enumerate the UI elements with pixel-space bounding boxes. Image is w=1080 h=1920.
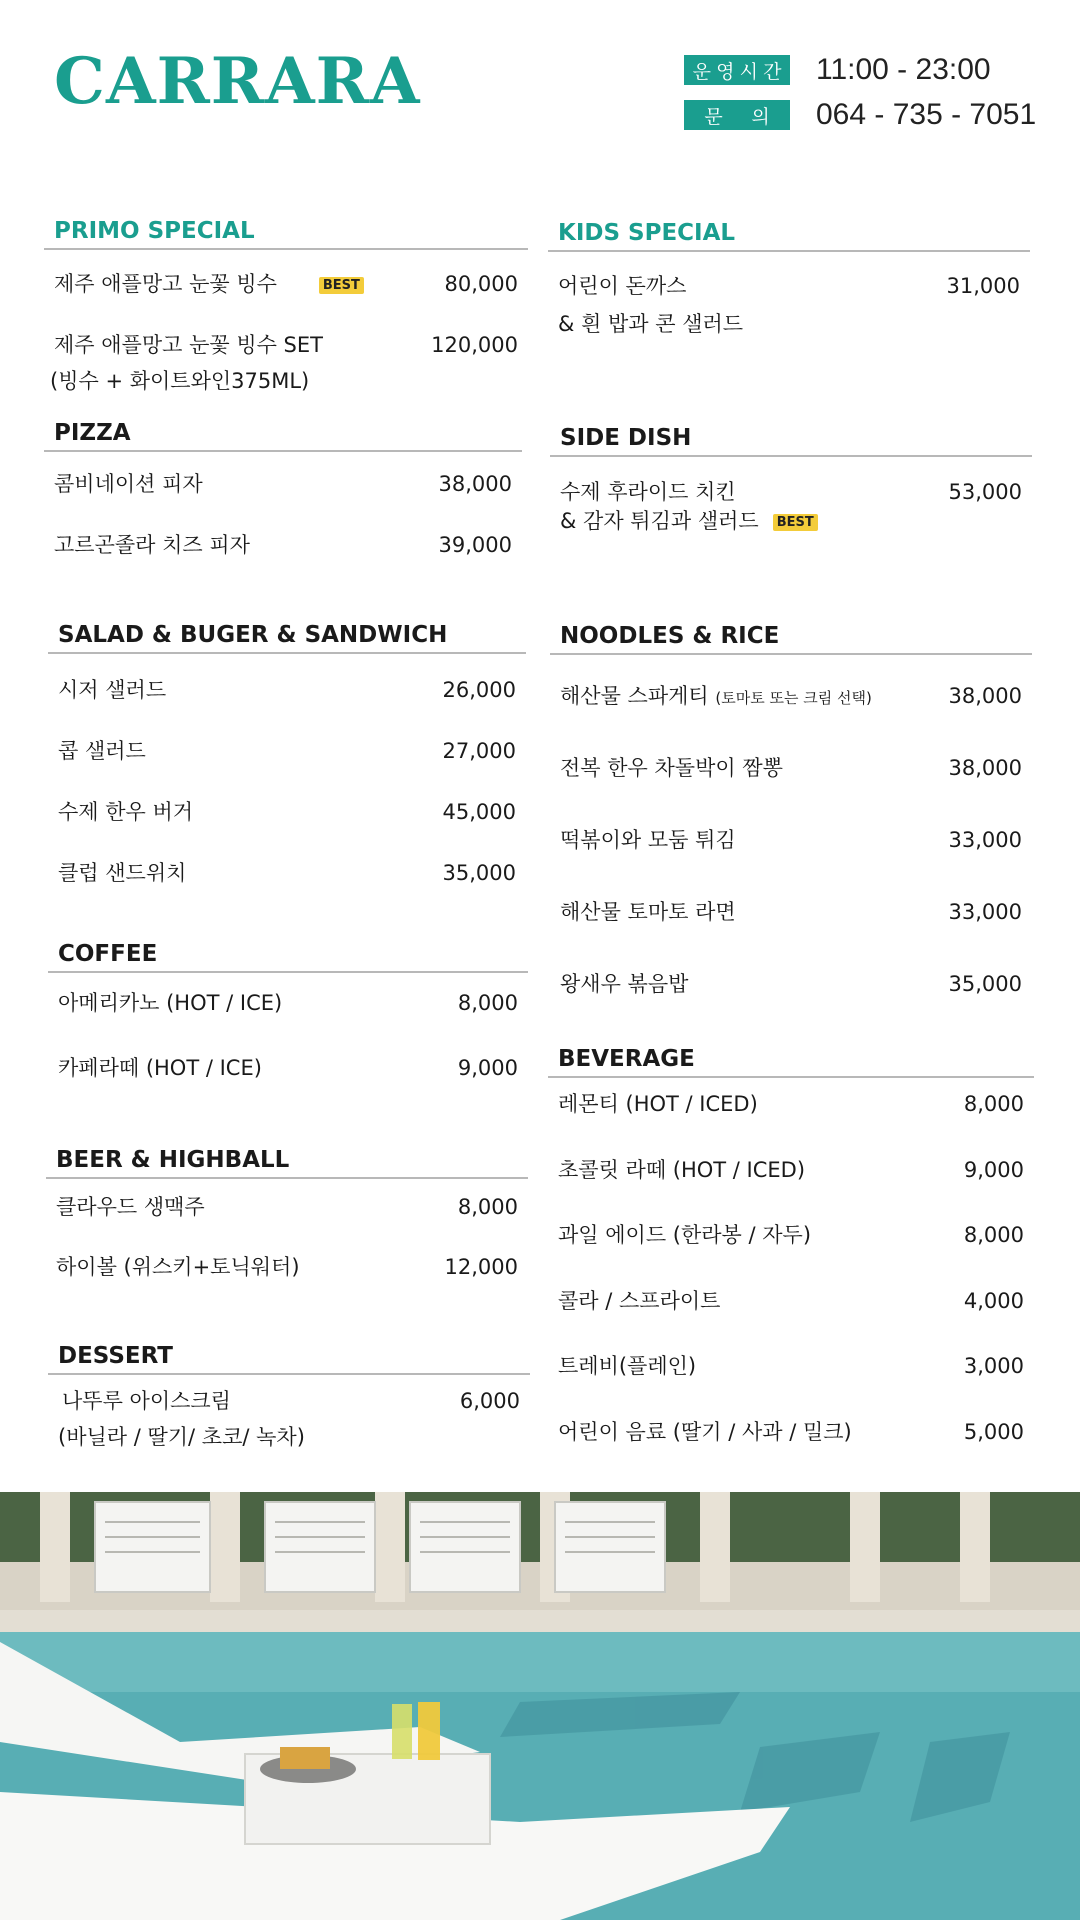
item-price: 33,000 — [948, 900, 1022, 924]
item-name: 떡볶이와 모둠 튀김 — [560, 828, 736, 852]
section-title: SIDE DISH — [550, 421, 1032, 457]
section-title: PRIMO SPECIAL — [44, 214, 528, 250]
item-name: 과일 에이드 (한라봉 / 자두) — [558, 1223, 812, 1247]
contact-value: 064 - 735 - 7051 — [816, 98, 1037, 131]
item-name-text: 제주 애플망고 눈꽃 빙수 — [54, 272, 277, 296]
item-name: 클럽 샌드위치 — [58, 861, 187, 885]
item-name: 레몬티 (HOT / ICED) — [558, 1092, 758, 1116]
item-name: 초콜릿 라떼 (HOT / ICED) — [558, 1158, 806, 1182]
item-price: 12,000 — [444, 1255, 518, 1279]
hours-label-char: 시 — [739, 60, 758, 83]
item-name-detail: (바닐라 / 딸기/ 초코/ 녹차) — [58, 1425, 305, 1449]
item-name-text: 해산물 스파게티 — [560, 684, 709, 708]
section-beer-highball — [46, 1143, 528, 1303]
item-price: 80,000 — [444, 272, 518, 296]
item-price: 38,000 — [948, 756, 1022, 780]
best-badge: BEST — [773, 514, 818, 531]
section-title: BEVERAGE — [548, 1042, 1034, 1078]
item-name: 트레비(플레인) — [558, 1354, 697, 1378]
item-name: 콜라 / 스프라이트 — [558, 1289, 721, 1313]
section-dessert — [48, 1339, 530, 1459]
item-price: 31,000 — [946, 274, 1020, 298]
section-noodles-rice — [550, 619, 1032, 1019]
item-name: 하이볼 (위스키+토닉워터) — [56, 1255, 300, 1279]
pool-photo — [0, 1492, 1080, 1920]
hours-row — [684, 53, 991, 87]
item-price: 33,000 — [948, 828, 1022, 852]
hours-label — [684, 55, 790, 85]
item-name: 고르곤졸라 치즈 피자 — [54, 533, 250, 557]
section-beverage — [548, 1042, 1034, 1462]
section-title: NOODLES & RICE — [550, 619, 1032, 655]
item-name-detail-text: & 감자 튀김과 샐러드 — [560, 509, 759, 533]
item-price: 3,000 — [963, 1354, 1024, 1378]
contact-label-char: 의 — [751, 105, 770, 128]
item-price: 8,000 — [963, 1223, 1024, 1247]
item-name: 수제 한우 버거 — [58, 800, 194, 824]
item-price: 4,000 — [963, 1289, 1024, 1313]
item-price: 38,000 — [948, 684, 1022, 708]
contact-label-char: 문 — [704, 105, 723, 128]
item-name — [560, 680, 872, 714]
item-note: (토마토 또는 크림 선택) — [715, 689, 872, 707]
item-name: 제주 애플망고 눈꽃 빙수 SET — [54, 333, 323, 357]
item-name: 어린이 돈까스 — [558, 274, 687, 298]
item-name: 나뚜루 아이스크림 — [62, 1389, 231, 1413]
item-price: 9,000 — [963, 1158, 1024, 1182]
item-name: 아메리카노 (HOT / ICE) — [58, 991, 283, 1015]
item-price: 9,000 — [457, 1056, 518, 1080]
item-name: 전복 한우 차돌박이 짬뽕 — [560, 756, 783, 780]
item-price: 38,000 — [438, 472, 512, 496]
item-price: 5,000 — [963, 1420, 1024, 1444]
section-title: BEER & HIGHBALL — [46, 1143, 528, 1179]
item-name: 콥 샐러드 — [58, 739, 146, 763]
item-name-detail — [560, 505, 818, 537]
item-name: 시저 샐러드 — [58, 678, 167, 702]
item-name: 수제 후라이드 치킨 — [560, 480, 736, 504]
section-side-dish — [550, 421, 1032, 551]
item-price: 27,000 — [442, 739, 516, 763]
item-price: 45,000 — [442, 800, 516, 824]
best-badge: BEST — [319, 277, 364, 294]
item-name: 어린이 음료 (딸기 / 사과 / 밀크) — [558, 1420, 852, 1444]
section-pizza — [44, 416, 522, 576]
hours-label-char: 간 — [763, 60, 782, 83]
item-name — [54, 268, 364, 300]
contact-label — [684, 100, 790, 130]
hours-label-char: 영 — [716, 60, 735, 83]
item-price: 35,000 — [442, 861, 516, 885]
item-price: 35,000 — [948, 972, 1022, 996]
item-price: 8,000 — [457, 1195, 518, 1219]
item-price: 120,000 — [431, 333, 518, 357]
item-name-detail: & 흰 밥과 콘 샐러드 — [558, 312, 744, 336]
item-name: 왕새우 볶음밥 — [560, 972, 689, 996]
section-primo-special — [44, 214, 528, 404]
item-name: 카페라떼 (HOT / ICE) — [58, 1056, 262, 1080]
section-title: DESSERT — [48, 1339, 530, 1375]
item-price: 6,000 — [459, 1389, 520, 1413]
item-price: 53,000 — [948, 480, 1022, 504]
item-price: 39,000 — [438, 533, 512, 557]
item-name: 클라우드 생맥주 — [56, 1195, 205, 1219]
item-name: 해산물 토마토 라면 — [560, 900, 736, 924]
item-name-detail: (빙수 + 화이트와인375ML) — [50, 369, 310, 393]
section-title: PIZZA — [44, 416, 522, 452]
hours-label-char: 운 — [692, 60, 711, 83]
item-name: 콤비네이션 피자 — [54, 472, 203, 496]
section-salad-burger-sandwich — [48, 618, 526, 898]
pool-scene-image — [0, 1492, 1080, 1920]
section-kids-special — [548, 216, 1030, 346]
hours-value: 11:00 - 23:00 — [816, 53, 991, 86]
section-title: COFFEE — [48, 937, 528, 973]
item-price: 26,000 — [442, 678, 516, 702]
brand-logo: CARRARA — [54, 44, 421, 119]
section-title: KIDS SPECIAL — [548, 216, 1030, 252]
section-coffee — [48, 937, 528, 1097]
item-price: 8,000 — [963, 1092, 1024, 1116]
item-price: 8,000 — [457, 991, 518, 1015]
section-title: SALAD & BUGER & SANDWICH — [48, 618, 526, 654]
contact-row — [684, 98, 1036, 132]
